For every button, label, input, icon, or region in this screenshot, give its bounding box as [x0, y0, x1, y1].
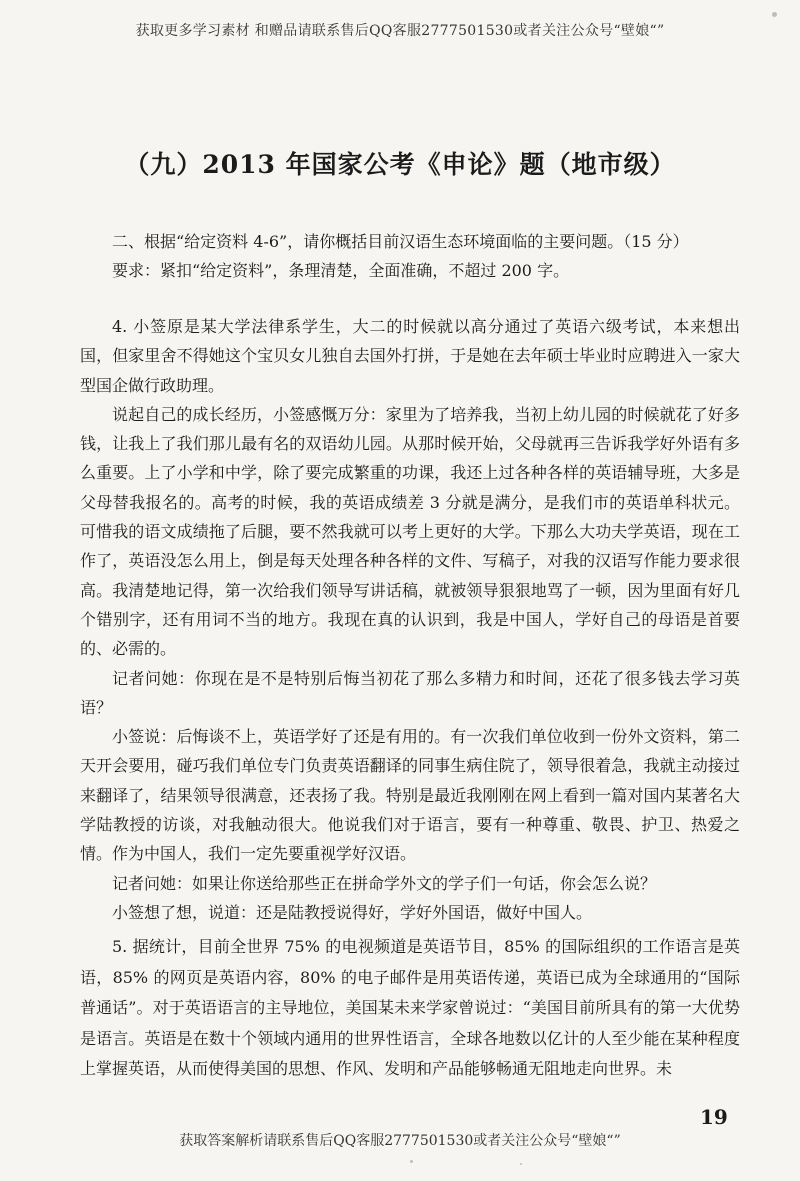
header-note: 获取更多学习素材 和赠品请联系售后QQ客服2777501530或者关注公众号“壁娘“” [135, 23, 665, 39]
paragraph: 记者问她：如果让你送给那些正在拼命学外文的学子们一句话，你会怎么说？ [112, 873, 657, 893]
question-prompt: 二、根据“给定资料 4-6”，请你概括目前汉语生态环境面临的主要问题。（15 分） [112, 232, 689, 251]
question-requirement: 要求：紧扣“给定资料”，条理清楚，全面准确，不超过 200 字。 [112, 261, 570, 280]
material-4 [80, 312, 740, 927]
scan-speck [772, 12, 777, 17]
footer-note: 获取答案解析请联系售后QQ客服2777501530或者关注公众号“壁娘“” [179, 1133, 621, 1149]
paragraph: 小签想了想，说道：还是陆教授说得好，学好外国语，做好中国人。 [112, 902, 593, 922]
paragraph: 说起自己的成长经历，小签感慨万分：家里为了培养我，当初上幼儿园的时候就花了好多钱，让我上了我们那儿最有名的双语幼儿园。从那时候开始，父母就再三告诉我学好外语有多么重要。上了小学和中学，除了要完成繁重的功课，我还上过各种各样的英语辅导班，大多是父母替我报名的。高考的时候，我的英语成绩差 3 分就是满分，是我们市的英语单科状元。可惜我的语文成绩拖了后腿，要不然我就可以考上更好的大学。下那么大功夫学英语，现在工作了，英语没怎么用上，倒是每天处理各种各样的文件、写稿子，对我的汉语写作能力要求很高。我清楚地记得，第一次给我们领导写讲话稿，就被领导狠狠地骂了一顿，因为里面有好几个错别字，还有用词不当的地方。我现在真的认识到，我是中国人，学好自己的母语是首要的、必需的。 [80, 404, 740, 659]
paragraph: 记者问她：你现在是不是特别后悔当初花了那么多精力和时间，还花了很多钱去学习英语？ [80, 668, 740, 717]
scan-speck [410, 1160, 413, 1163]
page-title: （九）2013 年国家公考《申论》题（地市级） [124, 150, 676, 179]
question-block [80, 227, 740, 285]
paragraph: 小签说：后悔谈不上，英语学好了还是有用的。有一次我们单位收到一份外文资料，第二天开会要用，碰巧我们单位专门负责英语翻译的同事生病住院了，领导很着急，我就主动接过来翻译了，结果领导很满意，还表扬了我。特别是最近我刚刚在网上看到一篇对国内某著名大学陆教授的访谈，对我触动很大。他说我们对于语言，要有一种尊重、敬畏、护卫、热爱之情。作为中国人，我们一定先要重视学好汉语。 [80, 727, 740, 864]
scan-speck [520, 1163, 522, 1165]
paragraph: 5. 据统计，目前全世界 75% 的电视频道是英语节目，85% 的国际组织的工作语言是英语，85% 的网页是英语内容，80% 的电子邮件是用英语传递，英语已成为全球通用的“国际普通话”。对于英语语言的主导地位，美国某未来学家曾说过：“美国目前所具有的第一大优势是语言。英语是在数十个领域内通用的世界性语言，全球各地数以亿计的人至少能在某种程度上掌握英语，从而使得美国的思想、作风、发明和产品能够畅通无阻地走向世界。未 [80, 937, 740, 1078]
page-number: 19 [700, 1105, 728, 1129]
paragraph: 4. 小签原是某大学法律系学生，大二的时候就以高分通过了英语六级考试，本来想出国，但家里舍不得她这个宝贝女儿独自去国外打拼，于是她在去年硕士毕业时应聘进入一家大型国企做行政助理。 [80, 317, 740, 395]
material-5 [80, 932, 740, 1085]
